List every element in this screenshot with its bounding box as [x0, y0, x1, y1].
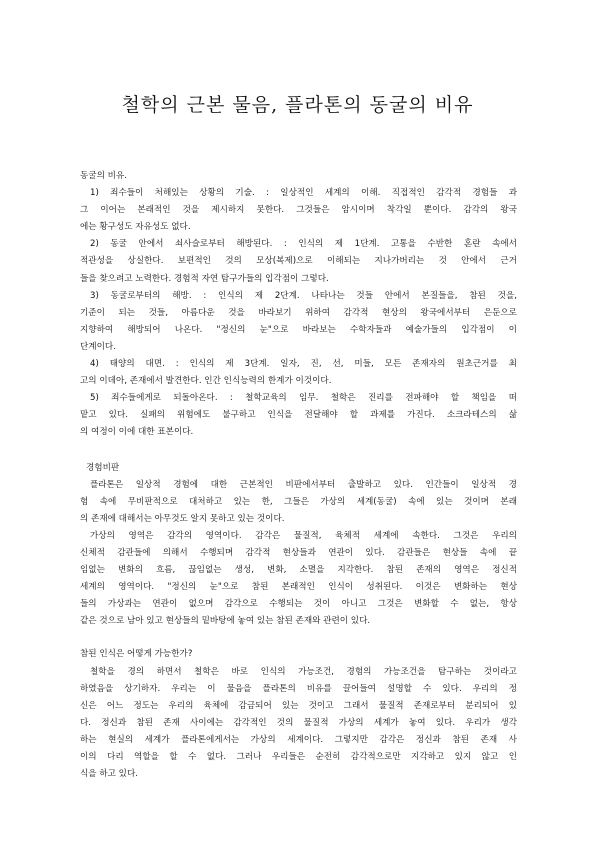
paragraph-line: 에는 황구성도 자유성도 없다. [80, 222, 191, 233]
paragraph-line: 플라톤은 일상적 경험에 대한 근본적인 비판에서부터 출발하고 있다. 인간들이 일상적 경 [90, 479, 517, 490]
paragraph-line: 지향하여 해방되어 나온다. "정신의 눈"으로 바라보는 수학자들과 예술가들의 입각점이 이 [80, 324, 517, 335]
paragraph-line: 이의 다리 역할을 할 수 없다. 그러나 우리들은 순전히 감각적으로만 지각하고 있지 않고 인 [80, 752, 517, 762]
paragraph-line: 들의 가상과는 연관이 없으며 감각으로 수행되는 것이 아니고 그것은 변화할 수 없는, 항상 [80, 599, 517, 610]
paragraph-line: 철학을 경의 하면서 철학은 바로 인식의 가능조건, 경험의 가능조건을 탐구하는 것이라고 [90, 666, 517, 677]
paragraph-line: 험 속에 무비판적으로 대처하고 있는 한, 그들은 가상의 세계(동굴) 속에 있는 것이며 본래 [80, 496, 517, 507]
paragraph-line: 의 여정이 이에 대한 표본이다. [80, 427, 194, 438]
paragraph-line: 같은 것으로 남아 있고 현상들의 밑바탕에 놓여 있는 참된 존재와 관련이 있다. [80, 616, 371, 627]
paragraph-line: 1) 죄수들이 처해있는 상황의 기술. : 일상적인 세계의 이해. 직접적인 감각적 경험들 과 [90, 188, 517, 199]
paragraph-line: 세계의 영역이다. "정신의 눈"으로 참된 본래적인 인식이 성취된다. 이것은 변화하는 현상 [80, 582, 517, 593]
paragraph-line: 맡고 있다. 실패의 위험에도 불구하고 인식을 전달해야 할 과제를 가진다. 소크라테스의 삶 [80, 410, 517, 421]
document-body [80, 168, 517, 783]
paragraph-line: 가상의 영역은 감각의 영역이다. 감각은 물질적, 육체적 세계에 속한다. 그것은 우리의 [90, 530, 517, 541]
paragraph-line: 2) 동굴 안에서 쇠사슬로부터 해방된다. : 인식의 제 1단계. 고통을 수반한 혼란 속에서 [90, 239, 517, 250]
paragraph-line: 단계이다. [80, 341, 116, 352]
paragraph-line: 다. 정신과 참된 존재 사이에는 감각적인 것의 물질적 가상의 세계가 놓여 있다. 우리가 생각 [80, 717, 517, 728]
paragraph-line: 식을 하고 있다. [80, 769, 139, 780]
paragraph-line: 임없는 변화의 흐름, 끊임없는 생성, 변화, 소멸을 지각한다. 참된 존재의 영역은 정신적 [80, 565, 517, 576]
paragraph-line: 신체적 감관들에 의해서 수행되며 감각적 현상들과 연관이 있다. 감관들은 현상들 속에 끝 [80, 547, 517, 558]
paragraph-line: 5) 죄수들에게로 되돌아온다. : 철학교육의 임무. 철학은 진리를 전파해야 할 책임을 떠 [90, 393, 517, 404]
paragraph-line: 하였음을 상기하자. 우리는 이 물음을 플라톤의 비유를 끌어들여 설명할 수 있다. 우리의 정 [80, 683, 517, 694]
section-heading: 동굴의 비유. [80, 171, 127, 181]
document-title: 철학의 근본 물음, 플라톤의 동굴의 비유 [121, 94, 474, 116]
section-spacer [80, 442, 517, 460]
paragraph-line: 들을 찾으려고 노력한다. 경험적 자연 탐구가들의 입각점이 그렇다. [80, 273, 329, 284]
paragraph-line: 3) 동굴로부터의 해방. : 인식의 제 2단계. 나타나는 것들 안에서 본질들을, 참된 것을, [90, 290, 517, 301]
paragraph-line: 의 존재에 대해서는 아무것도 알지 못하고 있는 것이다. [80, 513, 285, 524]
paragraph-line: 고의 이데아, 존재에서 발견한다. 인간 인식능력의 한계가 이것이다. [80, 376, 332, 387]
paragraph-line: 하는 현실의 세계가 플라톤에게서는 가상의 세계이다. 그렇지만 감각은 정신과 참된 존재 사 [80, 734, 517, 745]
section-heading: 경험비판 [86, 462, 120, 473]
paragraph-line: 기준이 되는 것들, 아름다운 것을 바라보기 위하여 감각적 현상의 왕국에서부터 은둔으로 [80, 307, 517, 318]
paragraph-line: 4) 태양의 대면. : 인식의 제 3단계. 일자, 진, 선, 미들, 모든 존재자의 원초근거를 최 [90, 359, 517, 370]
paragraph-line: 신은 어느 정도는 우리의 육체에 감금되어 있는 것이고 그래서 물질적 존재로부터 분리되어 있 [80, 700, 517, 711]
section-heading: 참된 인식은 어떻게 가능한가? [80, 649, 193, 660]
paragraph-line: 적관성을 상실한다. 보편적인 것의 모상(복제)으로 이해되는 지나가버리는 것 안에서 근거 [80, 256, 517, 267]
section-spacer [80, 630, 517, 646]
paragraph-line: 그 이어는 본래적인 것을 제시하지 못한다. 그것들은 암시이며 착각일 뿐이다. 감각의 왕국 [80, 205, 517, 216]
